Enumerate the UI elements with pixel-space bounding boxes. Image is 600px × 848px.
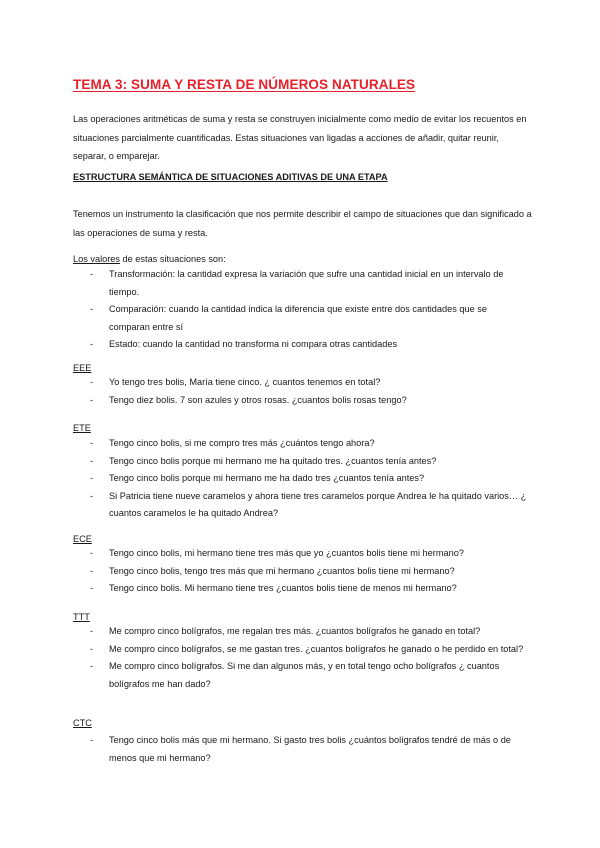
page-title: TEMA 3: SUMA Y RESTA DE NÚMEROS NATURALES: [73, 77, 416, 92]
section-list-eee: [0, 374, 529, 409]
list-item-text: Tengo cinco bolis porque mi hermano me ha dado tres ¿cuantos tenía antes?: [109, 473, 425, 483]
list-item-text: Tengo cinco bolis, si me compro tres más ¿cuántos tengo ahora?: [109, 438, 375, 448]
intro-paragraph: Las operaciones aritméticas de suma y resta se construyen inicialmente como medio de evitar los recuentos en situaciones parcialmente cuantificadas. Estas situaciones van ligadas a acciones de añadir, quitar reunir, separar, o emparejar.: [73, 114, 527, 161]
list-item: [0, 545, 529, 563]
list-item-text: Si Patricia tiene nueve caramelos y ahora tiene tres caramelos porque Andrea le ha quitado varios… ¿ cuantos caramelos le ha quitado Andrea?: [109, 490, 527, 518]
dash-marker: -: [90, 490, 94, 501]
structure-paragraph: Tenemos un instrumento la clasificación que nos permite describir el campo de situaciones que dan significado a las operaciones de suma y resta.: [73, 209, 532, 238]
dash-marker: -: [90, 455, 94, 466]
list-item: [0, 336, 529, 354]
section-list-ctc: [0, 732, 529, 767]
values-list: [0, 266, 529, 354]
values-label-underlined: Los valores: [73, 254, 120, 264]
dash-marker: -: [90, 438, 94, 448]
list-item-text: Transformación: la cantidad expresa la variación que sufre una cantidad inicial en un intervalo de tiempo.: [109, 269, 504, 297]
section-label-ete: ETE: [73, 423, 91, 433]
dash-marker: -: [90, 661, 94, 671]
list-item: [0, 392, 529, 410]
section-list-ete: [0, 435, 529, 523]
list-item-text: Tengo diez bolis. 7 son azules y otros rosas. ¿cuantos bolis rosas tengo?: [109, 394, 407, 405]
section-label-ctc: CTC: [73, 718, 92, 728]
dash-marker: -: [90, 583, 94, 593]
dash-marker: -: [90, 473, 94, 483]
section-label-ece: ECE: [73, 534, 92, 544]
values-label-rest: de estas situaciones son:: [119, 254, 226, 264]
section-list-ece: [0, 545, 529, 598]
values-label: [73, 252, 226, 266]
list-item: [0, 623, 529, 641]
section-label-eee: EEE: [73, 363, 92, 373]
list-item: [0, 732, 529, 767]
dash-marker: -: [90, 339, 94, 349]
list-item-text: Yo tengo tres bolis, María tiene cinco. ¿ cuantos tenemos en total?: [109, 377, 381, 387]
structure-heading: ESTRUCTURA SEMÁNTICA DE SITUACIONES ADITIVAS DE UNA ETAPA: [73, 172, 388, 182]
list-item: [0, 301, 529, 336]
list-item: [0, 453, 529, 471]
list-item-text: Tengo cinco bolis más que mi hermano. Si gasto tres bolis ¿cuántos bolígrafos tendré de más o de menos que mi hermano?: [109, 735, 511, 763]
list-item-text: Tengo cinco bolis porque mi hermano me ha quitado tres. ¿cuantos tenía antes?: [109, 455, 437, 466]
dash-marker: -: [90, 565, 94, 576]
list-item-text: Me compro cinco bolígrafos. Si me dan algunos más, y en total tengo ocho bolígrafos ¿ cuantos bolígrafos me han dado?: [109, 661, 500, 689]
list-item: [0, 266, 529, 301]
dash-marker: -: [90, 626, 94, 636]
list-item: [0, 658, 529, 693]
dash-marker: -: [90, 304, 94, 314]
list-item: [0, 563, 529, 581]
list-item: [0, 374, 529, 392]
list-item-text: Tengo cinco bolis. Mi hermano tiene tres ¿cuantos bolis tiene de menos mi hermano?: [109, 583, 457, 593]
list-item-text: Tengo cinco bolis, mi hermano tiene tres más que yo ¿cuantos bolis tiene mi hermano?: [109, 548, 464, 558]
list-item-text: Comparación: cuando la cantidad indica la diferencia que existe entre dos cantidades que se comparan entre sí: [109, 304, 487, 332]
list-item: [0, 641, 529, 659]
dash-marker: -: [90, 394, 94, 405]
dash-marker: -: [90, 377, 94, 387]
list-item: [0, 488, 529, 523]
section-list-ttt: [0, 623, 529, 693]
dash-marker: -: [90, 735, 94, 745]
section-label-ttt: TTT: [73, 612, 90, 622]
list-item: [0, 470, 529, 488]
list-item-text: Me compro cinco bolígrafos, se me gastan tres. ¿cuantos bolígrafos he ganado o he perdido en total?: [109, 643, 524, 654]
dash-marker: -: [90, 548, 94, 558]
list-item-text: Estado: cuando la cantidad no transforma ni compara otras cantidades: [109, 339, 398, 349]
list-item-text: Me compro cinco bolígrafos, me regalan tres más. ¿cuantos bolígrafos he ganado en total?: [109, 626, 481, 636]
list-item: [0, 580, 529, 598]
dash-marker: -: [90, 643, 94, 654]
list-item-text: Tengo cinco bolis, tengo tres más que mi hermano ¿cuantos bolis tiene mi hermano?: [109, 565, 455, 576]
dash-marker: -: [90, 269, 94, 279]
list-item: [0, 435, 529, 453]
